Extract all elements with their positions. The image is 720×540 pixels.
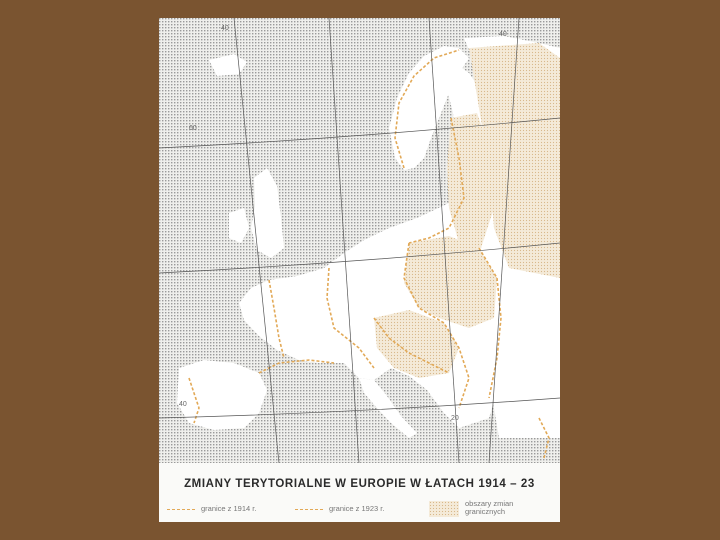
map-legend <box>167 500 557 520</box>
legend-label-zones: obszary zmian granicznych <box>465 499 514 516</box>
legend-label-1923: granice z 1923 r. <box>329 504 385 513</box>
coord-label: 40 <box>221 25 229 32</box>
coord-label: 40 <box>499 31 507 38</box>
legend-label-1914: granice z 1914 r. <box>201 504 257 513</box>
legend-swatch-1923 <box>295 509 323 510</box>
coord-label: 20 <box>451 415 459 422</box>
map-card <box>159 18 560 522</box>
legend-swatch-1914 <box>167 509 195 510</box>
legend-item-1923 <box>295 500 420 520</box>
legend-swatch-zones <box>429 501 459 517</box>
legend-item-1914 <box>167 500 292 520</box>
coord-label: 60 <box>189 125 197 132</box>
europe-map <box>159 18 560 463</box>
coord-label: 40 <box>179 401 187 408</box>
legend-item-zones <box>429 500 557 520</box>
map-title: ZMIANY TERYTORIALNE W EUROPIE W ŁATACH 1914 – 23 <box>184 478 535 490</box>
